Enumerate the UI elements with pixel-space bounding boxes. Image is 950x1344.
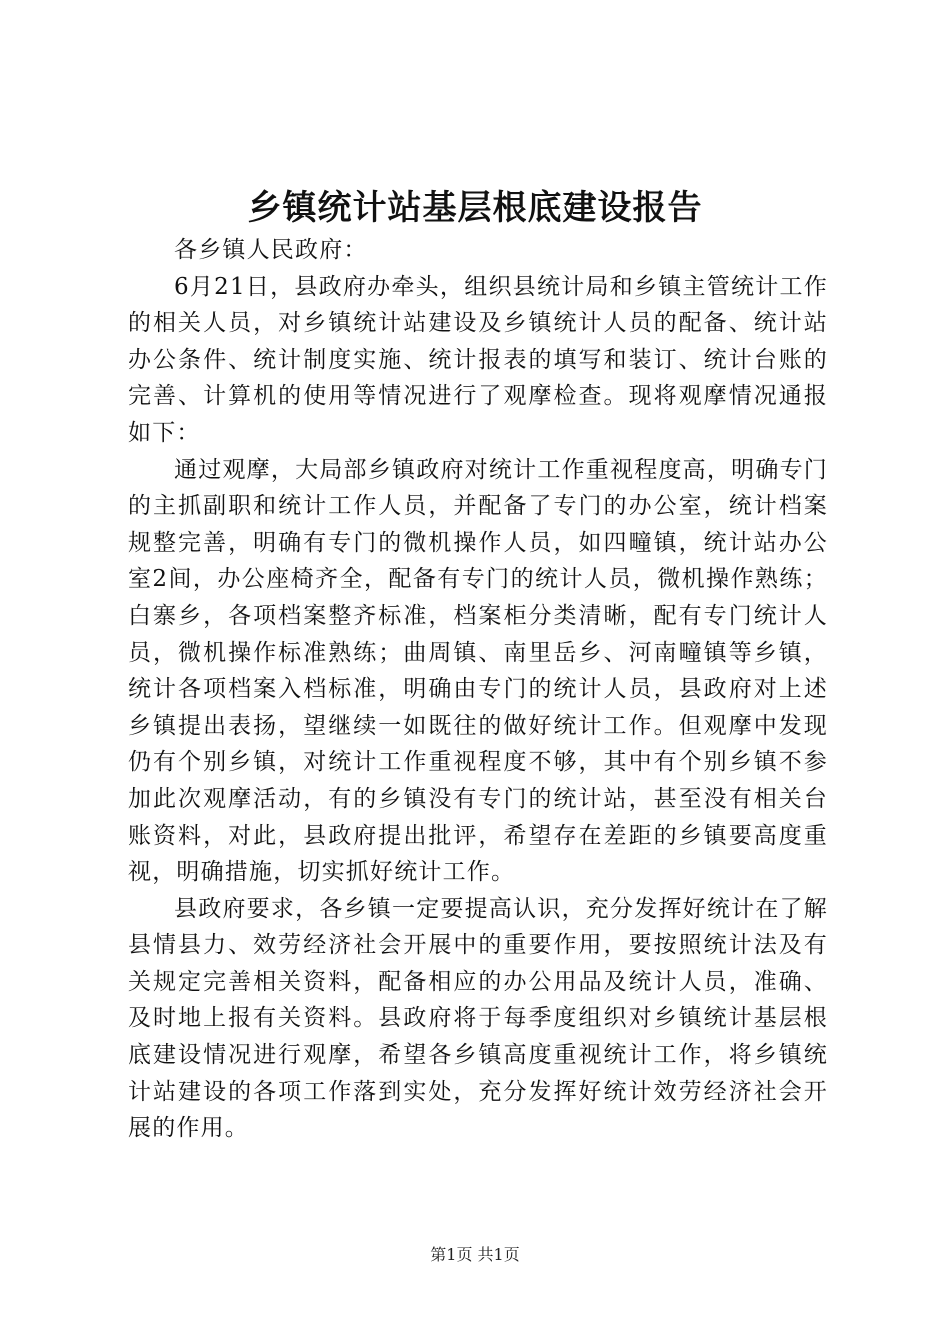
body-paragraph-3: 县政府要求，各乡镇一定要提高认识，充分发挥好统计在了解县情县力、效劳经济社会开展中的重要作用，要按照统计法及有关规定完善相关资料，配备相应的办公用品及统计人员，准确、及时地上报有关资料。县政府将于每季度组织对乡镇统计基层根底建设情况进行观摩，希望各乡镇高度重视统计工作，将乡镇统计站建设的各项工作落到实处，充分发挥好统计效劳经济社会开展的作用。 xyxy=(128,895,828,1142)
page-number-footer: 第1页 共1页 xyxy=(430,1245,520,1264)
body-paragraph-1: 6月21日，县政府办牵头，组织县统计局和乡镇主管统计工作的相关人员，对乡镇统计站建设及乡镇统计人员的配备、统计站办公条件、统计制度实施、统计报表的填写和装订、统计台账的完善、计算机的使用等情况进行了观摩检查。现将观摩情况通报如下： xyxy=(128,273,828,446)
body-paragraph-2: 通过观摩，大局部乡镇政府对统计工作重视程度高，明确专门的主抓副职和统计工作人员，并配备了专门的办公室，统计档案规整完善，明确有专门的微机操作人员，如四疃镇，统计站办公室2间，办公座椅齐全，配备有专门的统计人员，微机操作熟练；白寨乡，各项档案整齐标准，档案柜分类清晰，配有专门统计人员，微机操作标准熟练；曲周镇、南里岳乡、河南疃镇等乡镇，统计各项档案入档标准，明确由专门的统计人员，县政府对上述乡镇提出表扬，望继续一如既往的做好统计工作。但观摩中发现仍有个别乡镇，对统计工作重视程度不够，其中有个别乡镇不参加此次观摩活动，有的乡镇没有专门的统计站，甚至没有相关台账资料，对此，县政府提出批评，希望存在差距的乡镇要高度重视，明确措施，切实抓好统计工作。 xyxy=(128,456,828,886)
document-body xyxy=(128,232,828,1147)
salutation: 各乡镇人民政府： xyxy=(174,237,368,263)
document-title: 乡镇统计站基层根底建设报告 xyxy=(247,188,703,228)
